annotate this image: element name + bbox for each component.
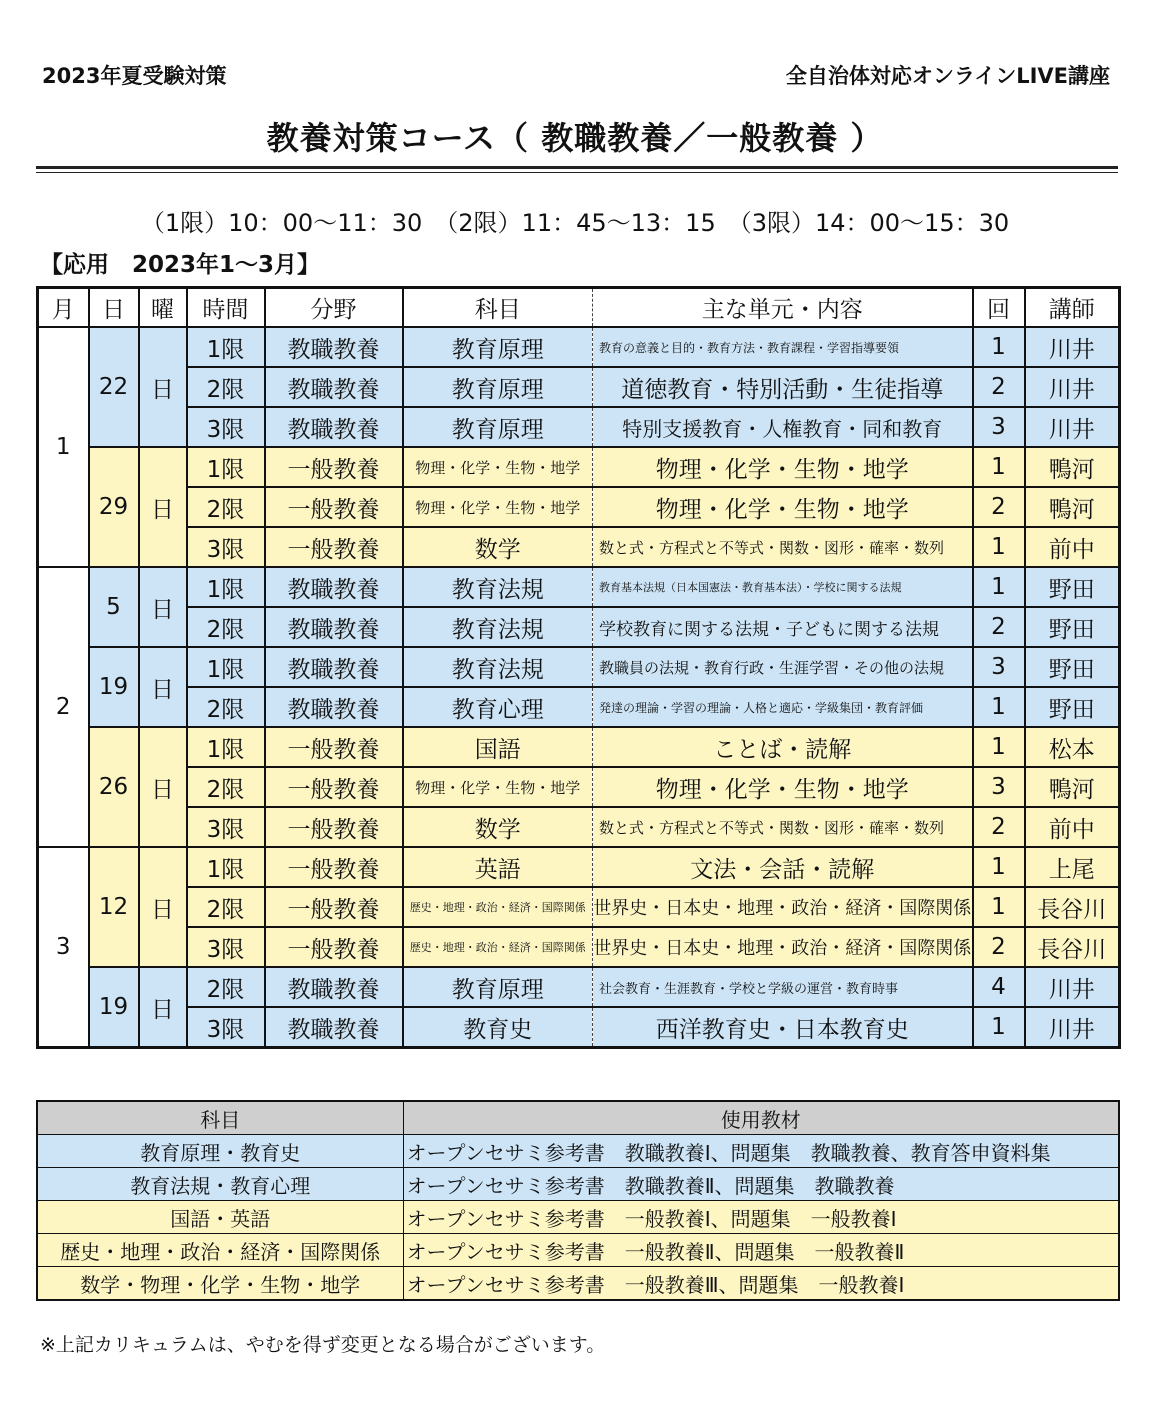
field-cell: 一般教養 — [265, 447, 403, 487]
period-cell: 2限 — [187, 687, 265, 727]
period-cell: 1限 — [187, 647, 265, 687]
materials-material: オープンセサミ参考書 一般教養Ⅰ、問題集 一般教養Ⅰ — [403, 1201, 1119, 1234]
teacher-cell: 松本 — [1025, 727, 1120, 767]
subject-cell: 教育史 — [403, 1007, 593, 1048]
teacher-cell: 鴨河 — [1025, 487, 1120, 527]
session-cell: 2 — [973, 927, 1025, 967]
day-cell: 12 — [89, 847, 139, 967]
materials-col-subject: 科目 — [37, 1101, 403, 1135]
content-cell: 物理・化学・生物・地学 — [593, 767, 973, 807]
subject-cell: 教育法規 — [403, 647, 593, 687]
weekday-cell: 日 — [139, 847, 187, 967]
table-row — [38, 327, 1120, 367]
field-cell: 教職教養 — [265, 327, 403, 367]
col-day: 日 — [89, 288, 139, 328]
subject-cell: 教育原理 — [403, 407, 593, 447]
subject-cell: 国語 — [403, 727, 593, 767]
table-row — [37, 1168, 1119, 1201]
col-teacher: 講師 — [1025, 288, 1120, 328]
content-cell: 教育の意義と目的・教育方法・教育課程・学習指導要領 — [593, 327, 973, 367]
content-cell: 数と式・方程式と不等式・関数・図形・確率・数列 — [593, 527, 973, 567]
field-cell: 一般教養 — [265, 847, 403, 887]
period-cell: 3限 — [187, 807, 265, 847]
period-cell: 3限 — [187, 927, 265, 967]
materials-material: オープンセサミ参考書 教職教養Ⅰ、問題集 教職教養、教育答申資料集 — [403, 1135, 1119, 1168]
day-cell: 5 — [89, 567, 139, 647]
section-label: 【応用 2023年1～3月】 — [40, 252, 321, 278]
table-row — [38, 967, 1120, 1007]
period-cell: 3限 — [187, 527, 265, 567]
subject-cell: 数学 — [403, 807, 593, 847]
period-cell: 2限 — [187, 887, 265, 927]
title-rule-thick — [36, 166, 1118, 169]
weekday-cell: 日 — [139, 327, 187, 447]
table-row — [38, 887, 1120, 927]
content-cell: 社会教育・生涯教育・学校と学級の運営・教育時事 — [593, 967, 973, 1007]
period-cell: 3限 — [187, 407, 265, 447]
period-cell: 2限 — [187, 607, 265, 647]
weekday-cell: 日 — [139, 647, 187, 727]
header-right: 全自治体対応オンラインLIVE講座 — [785, 64, 1110, 88]
subject-cell: 物理・化学・生物・地学 — [403, 487, 593, 527]
teacher-cell: 鴨河 — [1025, 447, 1120, 487]
subject-cell: 教育心理 — [403, 687, 593, 727]
period-times: （1限）10：00～11：30 （2限）11：45～13：15 （3限）14：00～15：30 — [140, 209, 1010, 237]
teacher-cell: 長谷川 — [1025, 927, 1120, 967]
teacher-cell: 野田 — [1025, 567, 1120, 607]
teacher-cell: 川井 — [1025, 967, 1120, 1007]
table-row — [37, 1135, 1119, 1168]
col-field: 分野 — [265, 288, 403, 328]
session-cell: 1 — [973, 727, 1025, 767]
schedule-header-row — [38, 288, 1120, 328]
weekday-cell: 日 — [139, 967, 187, 1048]
teacher-cell: 鴨河 — [1025, 767, 1120, 807]
month-cell: 1 — [38, 327, 89, 567]
table-row — [38, 847, 1120, 887]
schedule-table — [36, 286, 1121, 1049]
content-cell: 世界史・日本史・地理・政治・経済・国際関係 — [593, 887, 973, 927]
materials-subject: 教育法規・教育心理 — [37, 1168, 403, 1201]
period-cell: 1限 — [187, 847, 265, 887]
col-weekday: 曜 — [139, 288, 187, 328]
month-cell: 3 — [38, 847, 89, 1048]
subject-cell: 教育原理 — [403, 967, 593, 1007]
weekday-cell: 日 — [139, 727, 187, 847]
period-cell: 3限 — [187, 1007, 265, 1048]
table-row — [37, 1234, 1119, 1267]
table-row — [38, 487, 1120, 527]
subject-cell: 教育原理 — [403, 367, 593, 407]
table-row — [37, 1267, 1119, 1301]
col-session: 回 — [973, 288, 1025, 328]
day-cell: 26 — [89, 727, 139, 847]
session-cell: 1 — [973, 327, 1025, 367]
col-content: 主な単元・内容 — [593, 288, 973, 328]
session-cell: 2 — [973, 367, 1025, 407]
period-cell: 1限 — [187, 567, 265, 607]
field-cell: 教職教養 — [265, 567, 403, 607]
header-left: 2023年夏受験対策 — [42, 64, 227, 88]
field-cell: 一般教養 — [265, 887, 403, 927]
period-cell: 2限 — [187, 767, 265, 807]
subject-cell: 物理・化学・生物・地学 — [403, 767, 593, 807]
field-cell: 教職教養 — [265, 367, 403, 407]
teacher-cell: 前中 — [1025, 527, 1120, 567]
field-cell: 一般教養 — [265, 807, 403, 847]
content-cell: 教育基本法規（日本国憲法・教育基本法）・学校に関する法規 — [593, 567, 973, 607]
month-cell: 2 — [38, 567, 89, 847]
teacher-cell: 野田 — [1025, 687, 1120, 727]
table-row — [38, 1007, 1120, 1048]
day-cell: 19 — [89, 967, 139, 1048]
period-cell: 1限 — [187, 727, 265, 767]
subject-cell: 教育原理 — [403, 327, 593, 367]
subject-cell: 物理・化学・生物・地学 — [403, 447, 593, 487]
materials-header-row — [37, 1101, 1119, 1135]
day-cell: 19 — [89, 647, 139, 727]
materials-subject: 数学・物理・化学・生物・地学 — [37, 1267, 403, 1301]
period-cell: 2限 — [187, 967, 265, 1007]
table-row — [38, 447, 1120, 487]
content-cell: 学校教育に関する法規・子どもに関する法規 — [593, 607, 973, 647]
table-row — [37, 1201, 1119, 1234]
teacher-cell: 川井 — [1025, 367, 1120, 407]
session-cell: 4 — [973, 967, 1025, 1007]
subject-cell: 教育法規 — [403, 607, 593, 647]
weekday-cell: 日 — [139, 447, 187, 567]
field-cell: 一般教養 — [265, 927, 403, 967]
subject-cell: 歴史・地理・政治・経済・国際関係 — [403, 887, 593, 927]
footnote: ※上記カリキュラムは、やむを得ず変更となる場合がございます。 — [40, 1334, 606, 1356]
session-cell: 1 — [973, 447, 1025, 487]
content-cell: 発達の理論・学習の理論・人格と適応・学級集団・教育評価 — [593, 687, 973, 727]
teacher-cell: 川井 — [1025, 1007, 1120, 1048]
content-cell: 数と式・方程式と不等式・関数・図形・確率・数列 — [593, 807, 973, 847]
period-cell: 1限 — [187, 327, 265, 367]
field-cell: 教職教養 — [265, 607, 403, 647]
teacher-cell: 野田 — [1025, 607, 1120, 647]
field-cell: 教職教養 — [265, 407, 403, 447]
teacher-cell: 上尾 — [1025, 847, 1120, 887]
col-subject: 科目 — [403, 288, 593, 328]
content-cell: 特別支援教育・人権教育・同和教育 — [593, 407, 973, 447]
content-cell: 教職員の法規・教育行政・生涯学習・その他の法規 — [593, 647, 973, 687]
session-cell: 1 — [973, 1007, 1025, 1048]
title-rule-thin — [36, 172, 1118, 173]
table-row — [38, 567, 1120, 607]
session-cell: 1 — [973, 887, 1025, 927]
teacher-cell: 川井 — [1025, 327, 1120, 367]
session-cell: 1 — [973, 687, 1025, 727]
session-cell: 1 — [973, 567, 1025, 607]
content-cell: 道徳教育・特別活動・生徒指導 — [593, 367, 973, 407]
field-cell: 教職教養 — [265, 967, 403, 1007]
materials-table — [36, 1100, 1120, 1301]
field-cell: 教職教養 — [265, 1007, 403, 1048]
table-row — [38, 727, 1120, 767]
day-cell: 22 — [89, 327, 139, 447]
subject-cell: 数学 — [403, 527, 593, 567]
session-cell: 3 — [973, 767, 1025, 807]
table-row — [38, 767, 1120, 807]
field-cell: 一般教養 — [265, 767, 403, 807]
weekday-cell: 日 — [139, 567, 187, 647]
materials-material: オープンセサミ参考書 一般教養Ⅲ、問題集 一般教養Ⅰ — [403, 1267, 1119, 1301]
table-row — [38, 927, 1120, 967]
content-cell: 世界史・日本史・地理・政治・経済・国際関係 — [593, 927, 973, 967]
table-row — [38, 687, 1120, 727]
materials-subject: 歴史・地理・政治・経済・国際関係 — [37, 1234, 403, 1267]
materials-col-material: 使用教材 — [403, 1101, 1119, 1135]
col-month: 月 — [38, 288, 89, 328]
field-cell: 一般教養 — [265, 527, 403, 567]
session-cell: 2 — [973, 487, 1025, 527]
period-cell: 2限 — [187, 367, 265, 407]
table-row — [38, 647, 1120, 687]
session-cell: 1 — [973, 527, 1025, 567]
subject-cell: 教育法規 — [403, 567, 593, 607]
session-cell: 2 — [973, 807, 1025, 847]
session-cell: 2 — [973, 607, 1025, 647]
session-cell: 1 — [973, 847, 1025, 887]
field-cell: 教職教養 — [265, 687, 403, 727]
field-cell: 一般教養 — [265, 727, 403, 767]
teacher-cell: 長谷川 — [1025, 887, 1120, 927]
content-cell: 物理・化学・生物・地学 — [593, 447, 973, 487]
table-row — [38, 367, 1120, 407]
table-row — [38, 807, 1120, 847]
content-cell: 西洋教育史・日本教育史 — [593, 1007, 973, 1048]
materials-material: オープンセサミ参考書 教職教養Ⅱ、問題集 教職教養 — [403, 1168, 1119, 1201]
session-cell: 3 — [973, 407, 1025, 447]
day-cell: 29 — [89, 447, 139, 567]
materials-subject: 教育原理・教育史 — [37, 1135, 403, 1168]
page-title: 教養対策コース（ 教職教養／一般教養 ） — [266, 119, 884, 157]
table-row — [38, 527, 1120, 567]
content-cell: ことば・読解 — [593, 727, 973, 767]
content-cell: 物理・化学・生物・地学 — [593, 487, 973, 527]
period-cell: 1限 — [187, 447, 265, 487]
subject-cell: 英語 — [403, 847, 593, 887]
subject-cell: 歴史・地理・政治・経済・国際関係 — [403, 927, 593, 967]
teacher-cell: 前中 — [1025, 807, 1120, 847]
teacher-cell: 野田 — [1025, 647, 1120, 687]
session-cell: 3 — [973, 647, 1025, 687]
table-row — [38, 407, 1120, 447]
field-cell: 一般教養 — [265, 487, 403, 527]
col-period: 時間 — [187, 288, 265, 328]
period-cell: 2限 — [187, 487, 265, 527]
materials-material: オープンセサミ参考書 一般教養Ⅱ、問題集 一般教養Ⅱ — [403, 1234, 1119, 1267]
teacher-cell: 川井 — [1025, 407, 1120, 447]
materials-subject: 国語・英語 — [37, 1201, 403, 1234]
field-cell: 教職教養 — [265, 647, 403, 687]
table-row — [38, 607, 1120, 647]
content-cell: 文法・会話・読解 — [593, 847, 973, 887]
